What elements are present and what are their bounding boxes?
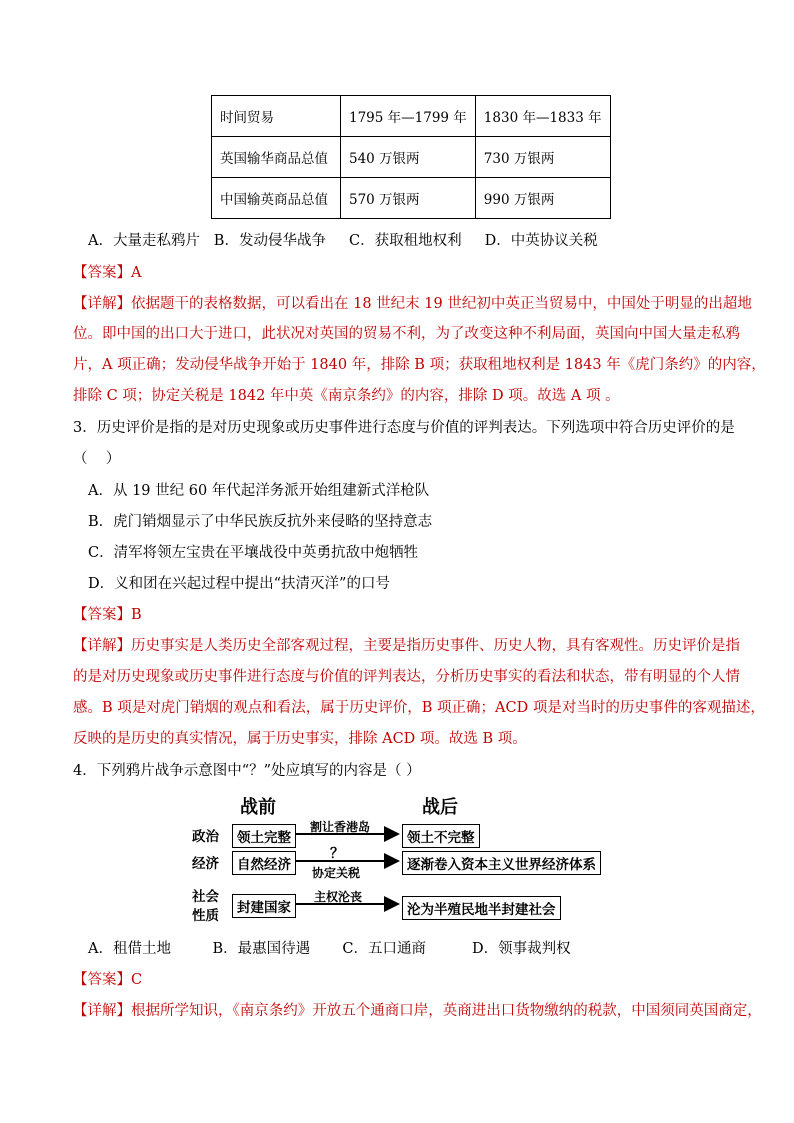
answer-tag: 【答案】 bbox=[73, 972, 131, 988]
q2-detail-line: 位。即中国的出口大于进口，此状况对英国的贸易不利，为了改变这种不利局面，英国向中国大量走私鸦 bbox=[73, 326, 740, 342]
arrow-label-economy: 协定关税 bbox=[312, 866, 361, 880]
table-header-row bbox=[212, 96, 611, 137]
detail-text: 历史事实是人类历史全部客观过程，主要是指历史事件、历史人物，具有客观性。历史评价是指 bbox=[131, 638, 740, 654]
q2-detail-line: 片，A 项正确；发动侵华战争开始于 1840 年，排除 B 项；获取租地权利是 1843 年《虎门条约》的内容， bbox=[73, 357, 766, 373]
answer-value: B bbox=[131, 607, 142, 623]
box-after-economy: 逐渐卷入资本主义世界经济体系 bbox=[402, 851, 601, 875]
q2-answer bbox=[73, 261, 141, 282]
diagram-before-title: 战前 bbox=[240, 797, 276, 818]
q3-option-c: C．清军将领左宝贵在平壤战役中英勇抗敌中炮牺牲 bbox=[88, 545, 419, 561]
detail-text: 根据所学知识，《南京条约》开放五个通商口岸，英商进出口货物缴纳的税款，中国须同英国商定， bbox=[131, 1003, 762, 1019]
answer-tag: 【答案】 bbox=[73, 265, 131, 281]
table-header-cell: 1795 年—1799 年 bbox=[341, 96, 476, 137]
answer-value: C bbox=[131, 972, 143, 988]
q2-detail-line bbox=[73, 292, 752, 313]
q2-options: A．大量走私鸦片 B．发动侵华战争 C．获取租地权利 D．中英协议关税 bbox=[88, 233, 598, 249]
row-label-society-a: 社会 bbox=[192, 889, 219, 905]
answer-value: A bbox=[131, 265, 142, 281]
table-header-cell: 时间贸易 bbox=[212, 96, 341, 137]
arrow-question-mark: ？ bbox=[330, 846, 344, 862]
q2-detail-line: 排除 C 项；协定关税是 1842 年中英《南京条约》的内容，排除 D 项。故选 A 项 。 bbox=[73, 388, 620, 404]
trade-table bbox=[211, 95, 611, 219]
arrow-label-society: 主权沦丧 bbox=[314, 890, 363, 904]
table-cell: 英国输华商品总值 bbox=[212, 137, 341, 178]
q3-detail-line bbox=[73, 634, 740, 655]
q3-answer bbox=[73, 603, 142, 624]
row-label-society-b: 性质 bbox=[192, 908, 219, 924]
table-cell: 730 万银两 bbox=[475, 137, 610, 178]
diagram-after-title: 战后 bbox=[422, 797, 458, 818]
box-before-economy: 自然经济 bbox=[232, 851, 296, 875]
answer-tag: 【答案】 bbox=[73, 607, 131, 623]
table-cell: 中国输英商品总值 bbox=[212, 178, 341, 219]
detail-text: 依据题干的表格数据，可以看出在 18 世纪末 19 世纪初中英正当贸易中，中国处于明显的出超地 bbox=[131, 296, 752, 312]
detail-tag: 【详解】 bbox=[73, 296, 131, 312]
q3-detail-line: 的是对历史现象或历史事件进行态度与价值的评判表达，分析历史事实的看法和状态，带有明显的个人情 bbox=[73, 669, 740, 685]
arrow-label-politics: 割让香港岛 bbox=[310, 820, 371, 834]
q3-option-d: D．义和团在兴起过程中提出“扶清灭洋”的口号 bbox=[88, 576, 390, 592]
q3-stem-paren: （ ） bbox=[73, 451, 121, 467]
detail-tag: 【详解】 bbox=[73, 1003, 131, 1019]
detail-tag: 【详解】 bbox=[73, 638, 131, 654]
q3-detail-line: 反映的是历史的真实情况，属于历史事实，排除 ACD 项。故选 B 项。 bbox=[73, 731, 527, 747]
row-label-economy: 经济 bbox=[192, 856, 219, 872]
box-before-society: 封建国家 bbox=[232, 894, 296, 918]
table-row bbox=[212, 178, 611, 219]
q3-option-b: B．虎门销烟显示了中华民族反抗外来侵略的坚持意志 bbox=[88, 514, 433, 530]
box-after-society: 沦为半殖民地半封建社会 bbox=[402, 896, 561, 920]
box-before-politics: 领土完整 bbox=[232, 824, 296, 848]
q4-options: A．租借土地 B．最惠国待遇 C．五口通商 D．领事裁判权 bbox=[88, 941, 571, 957]
q3-stem: 3．历史评价是指的是对历史现象或历史事件进行态度与价值的评判表达。下列选项中符合历史评价的是 bbox=[73, 420, 735, 436]
box-after-politics: 领土不完整 bbox=[402, 824, 480, 848]
table-header-cell: 1830 年—1833 年 bbox=[475, 96, 610, 137]
q4-stem: 4．下列鸦片战争示意图中“？”处应填写的内容是（ ） bbox=[73, 763, 421, 779]
q4-detail-line bbox=[73, 999, 762, 1020]
table-cell: 570 万银两 bbox=[341, 178, 476, 219]
q3-detail-line: 感。B 项是对虎门销烟的观点和看法，属于历史评价，B 项正确；ACD 项是对当时的历史事件的客观描述， bbox=[73, 700, 765, 716]
q3-option-a: A．从 19 世纪 60 年代起洋务派开始组建新式洋枪队 bbox=[88, 483, 430, 499]
row-label-politics: 政治 bbox=[192, 829, 219, 845]
table-cell: 540 万银两 bbox=[341, 137, 476, 178]
opium-war-diagram bbox=[180, 785, 620, 925]
table-row bbox=[212, 137, 611, 178]
table-cell: 990 万银两 bbox=[475, 178, 610, 219]
q4-answer bbox=[73, 968, 142, 989]
